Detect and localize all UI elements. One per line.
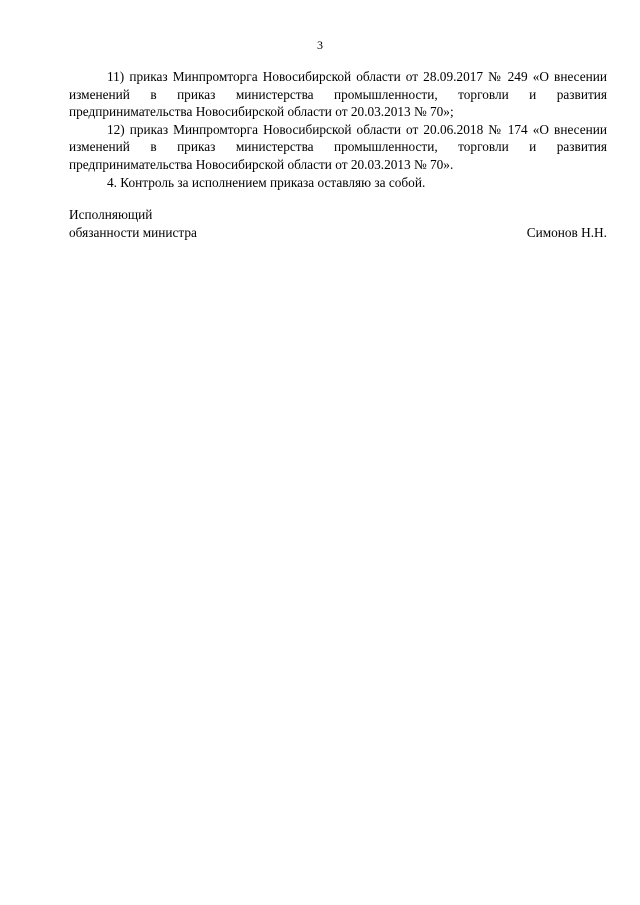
paragraph-item-12: 12) приказ Минпромторга Новосибирской области от 20.06.2018 № 174 «О внесении изменений в приказ министерства промышленности, торговли и развития предпринимательства Новосибирской области от 20.03.2013 № 70».: [69, 121, 607, 172]
signatory-position-line1: Исполняющий: [69, 207, 153, 222]
signatory-name: Симонов Н.Н.: [526, 224, 607, 240]
paragraph-item-11: 11) приказ Минпромторга Новосибирской области от 28.09.2017 № 249 «О внесении изменений в приказ министерства промышленности, торговли и развития предпринимательства Новосибирской области от 20.03.2013 № 70»;: [69, 69, 607, 120]
paragraph-control-clause: 4. Контроль за исполнением приказа оставляю за собой.: [107, 174, 426, 190]
signature-line: [69, 224, 607, 242]
signature-block: [69, 206, 607, 241]
document-body: [69, 68, 607, 191]
page-number: 3: [317, 38, 323, 52]
signatory-position-line2: обязанности министра: [69, 224, 197, 240]
